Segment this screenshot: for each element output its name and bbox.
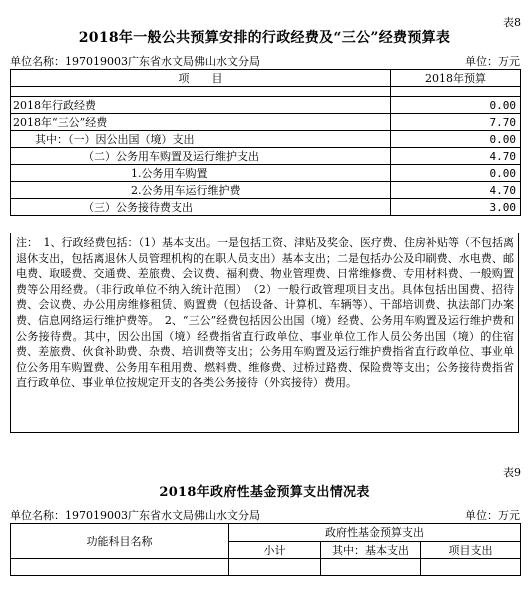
- row-value: 0.00: [391, 165, 521, 182]
- header-group: 政府性基金预算支出: [229, 524, 521, 542]
- row-label: 2018年“三公”经费: [11, 114, 391, 131]
- row-label: 其中：（一）因公出国（境）支出: [11, 131, 391, 148]
- row-value: 4.70: [391, 148, 521, 165]
- row-value: 7.70: [391, 114, 521, 131]
- row-label: 2.公务用车运行维护费: [11, 182, 391, 199]
- sheet-number-2: 表9: [503, 466, 521, 479]
- row-label: （二）公务用车购置及运行维护支出: [11, 148, 391, 165]
- header-project: 项目支出: [421, 541, 521, 559]
- row-label: 2018年行政经费: [11, 97, 391, 114]
- table-note: 注： 1、行政经费包括：（1）基本支出。一是包括工资、津贴及奖金、医疗费、住房补贴等（不包括离退休支出，包括离退休人员管理机构的在职人员支出）基本支出；二是包括办公及印刷费、水电费、邮电费、取暖费、交通费、差旅费、会议费、福利费、物业管理费、日常维修费、专用材料费、一般购置费等公用经费。（非行政单位不纳入统计范围） （2）一般行政管理项目支出。具体包括出国费、招待费、会议费、办公用房维修租赁、购置费（包括设备、计算机、车辆等）、干部培训费、执法部门办案费、信息网络运行维护费等。 2、“三公”经费包括因公出国（境）经费、公务用车购置及运行维护费和公务接待费。其中，因公出国（境）经费指省直行政单位、事业单位工作人员公务出国（境）的住宿费、差旅费、伙食补助费、杂费、培训费等支出；公务用车购置及运行维护费指省直行政单位、事业单位公务用车购置费、公务用车租用费、燃料费、维修费、过桥过路费、保险费等支出；公务接待费指省直行政单位、事业单位按规定开支的各类公务接待（外宾接待）费用。: [10, 233, 519, 433]
- table-row: [11, 559, 521, 576]
- header-item: 项 目: [11, 70, 391, 87]
- unit-name: 单位名称：197019003广东省水文局佛山水文分局: [10, 55, 260, 68]
- row-value: 3.00: [391, 199, 521, 216]
- table-row: [11, 148, 521, 165]
- table-row: [11, 199, 521, 216]
- row-value: 4.70: [391, 182, 521, 199]
- spacer-row: [11, 87, 521, 97]
- fund-table: [10, 523, 521, 576]
- header-budget: 2018年预算: [391, 70, 521, 87]
- row-value: 0.00: [391, 131, 521, 148]
- header-subtotal: 小计: [229, 541, 321, 559]
- page-title: 2018年一般公共预算安排的行政经费及“三公”经费预算表: [78, 30, 451, 46]
- fund-header-row: [11, 524, 521, 542]
- sheet-number: 表8: [503, 16, 521, 29]
- row-label: （三）公务接待费支出: [11, 199, 391, 216]
- table-row: [11, 182, 521, 199]
- row-value: 0.00: [391, 97, 521, 114]
- unit-info-2: [10, 507, 520, 523]
- row-label: 1.公务用车购置: [11, 165, 391, 182]
- table-row: [11, 165, 521, 182]
- unit-currency: 单位：万元: [465, 55, 520, 68]
- header-basic: 其中：基本支出: [321, 541, 421, 559]
- table-row: [11, 97, 521, 114]
- fund-table-title: 2018年政府性基金预算支出情况表: [159, 485, 370, 500]
- unit-currency: 单位：万元: [465, 509, 520, 522]
- table-row: [11, 131, 521, 148]
- budget-table: [10, 69, 521, 216]
- unit-name: 单位名称：197019003广东省水文局佛山水文分局: [10, 509, 260, 522]
- header-func: 功能科目名称: [11, 524, 229, 559]
- table-header-row: [11, 70, 521, 87]
- table-row: [11, 114, 521, 131]
- unit-info: [10, 53, 520, 69]
